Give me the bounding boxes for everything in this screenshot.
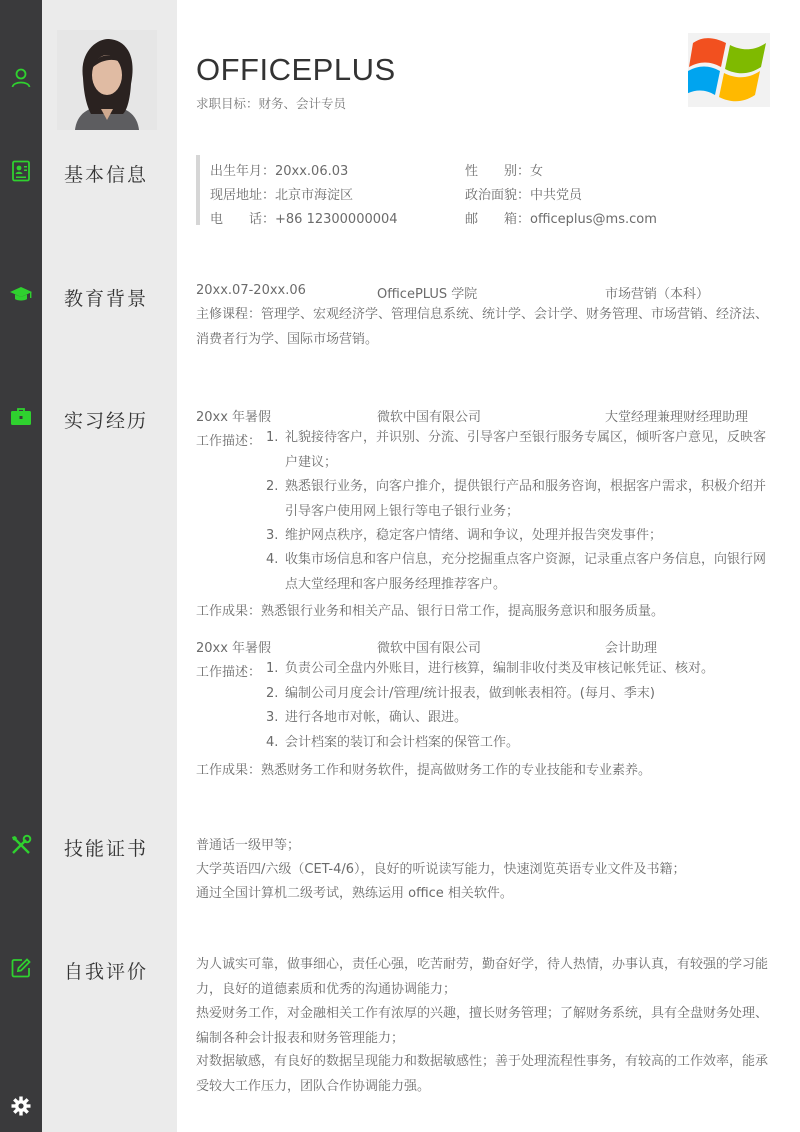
- section-title-skills: 技能证书: [64, 838, 149, 860]
- section-title-basic: 基本信息: [64, 164, 149, 186]
- internship-period: 20xx 年暑假: [196, 641, 272, 656]
- person-icon[interactable]: [9, 66, 33, 90]
- self-eval-paragraph: 为人诚实可靠，做事细心，责任心强，吃苦耐劳，勤奋好学，待人热情，办事认真，有较强的学习能力，良好的道德素质和优秀的沟通协调能力；: [196, 957, 769, 997]
- list-item: 2. 编制公司月度会计/管理/统计报表，做到帐表相符。(每月、季末): [266, 686, 655, 701]
- skill-line: 通过全国计算机二级考试，熟练运用 office 相关软件。: [196, 886, 513, 901]
- job-objective: 求职目标：财务、会计专员: [196, 96, 347, 111]
- internship-role: 会计助理: [605, 641, 658, 656]
- education-school: OfficePLUS 学院: [377, 287, 478, 302]
- list-item: 2. 熟悉银行业务，向客户推介，提供银行产品和服务咨询，根据客户需求，积极介绍并引导客户使用网上银行等电子银行业务；: [266, 479, 767, 519]
- education-major: 市场营销（本科）: [605, 287, 710, 302]
- list-item: 3. 进行各地市对帐，确认、跟进。: [266, 710, 468, 725]
- list-item: 1. 负责公司全盘内外账目，进行核算，编制非收付类及审核记帐凭证、核对。: [266, 661, 715, 676]
- internship-period: 20xx 年暑假: [196, 410, 272, 425]
- edit-icon[interactable]: [9, 956, 33, 980]
- section-title-internship: 实习经历: [64, 410, 149, 432]
- address: 现居地址：北京市海淀区: [210, 188, 354, 203]
- self-eval-paragraph: 热爱财务工作，对金融相关工作有浓厚的兴趣，擅长财务管理；了解财务系统，具有全盘财务处理、编制各种会计报表和财务管理能力；: [196, 1006, 769, 1046]
- profile-photo: [57, 30, 157, 130]
- list-item: 4. 收集市场信息和客户信息，充分挖掘重点客户资源，记录重点客户务信息，向银行网点大堂经理和客户服务经理推荐客户。: [266, 552, 767, 592]
- internship-result: 工作成果：熟悉银行业务和相关产品、银行日常工作，提高服务意识和服务质量。: [196, 604, 665, 619]
- left-icon-rail: [0, 0, 42, 1132]
- internship-company: 微软中国有限公司: [377, 410, 482, 425]
- self-eval-paragraph: 对数据敏感，有良好的数据呈现能力和数据敏感性；善于处理流程性事务，有较高的工作效率，能承受较大工作压力，团队合作协调能力强。: [196, 1054, 769, 1094]
- windows-logo: [688, 33, 770, 107]
- gear-icon[interactable]: [9, 1094, 33, 1118]
- skill-line: 普通话一级甲等；: [196, 838, 301, 853]
- section-title-self: 自我评价: [64, 961, 149, 983]
- tools-icon[interactable]: [9, 833, 33, 857]
- skill-line: 大学英语四/六级（CET-4/6），良好的听说读写能力，快速浏览英语专业文件及书籍；: [196, 862, 686, 877]
- internship-role: 大堂经理兼理财经理助理: [605, 410, 749, 425]
- graduation-cap-icon[interactable]: [9, 282, 33, 306]
- political-status: 政治面貌：中共党员: [465, 188, 583, 203]
- info-divider-bar: [196, 155, 200, 225]
- candidate-name: OFFICEPLUS: [196, 52, 396, 87]
- internship-desc-label: 工作描述：: [196, 665, 262, 680]
- list-item: 4. 会计档案的装订和会计档案的保管工作。: [266, 735, 520, 750]
- education-period: 20xx.07-20xx.06: [196, 283, 306, 298]
- education-courses: 主修课程：管理学、宏观经济学、管理信息系统、统计学、会计学、财务管理、市场营销、经济法、消费者行为学、国际市场营销。: [196, 307, 769, 347]
- internship-company: 微软中国有限公司: [377, 641, 482, 656]
- list-item: 1. 礼貌接待客户，并识别、分流、引导客户至银行服务专属区，倾听客户意见，反映客户建议；: [266, 430, 767, 470]
- birth-date: 出生年月：20xx.06.03: [210, 164, 349, 179]
- phone: 电 话：+86 12300000004: [210, 212, 398, 227]
- internship-result: 工作成果：熟悉财务工作和财务软件，提高做财务工作的专业技能和专业素养。: [196, 763, 652, 778]
- id-card-icon[interactable]: [9, 159, 33, 183]
- gender: 性 别：女: [465, 164, 544, 179]
- section-title-education: 教育背景: [64, 288, 149, 310]
- internship-desc-label: 工作描述：: [196, 434, 262, 449]
- email: 邮 箱：officeplus@ms.com: [465, 212, 657, 227]
- briefcase-icon[interactable]: [9, 405, 33, 429]
- list-item: 3. 维护网点秩序，稳定客户情绪、调和争议，处理并报告突发事件；: [266, 528, 663, 543]
